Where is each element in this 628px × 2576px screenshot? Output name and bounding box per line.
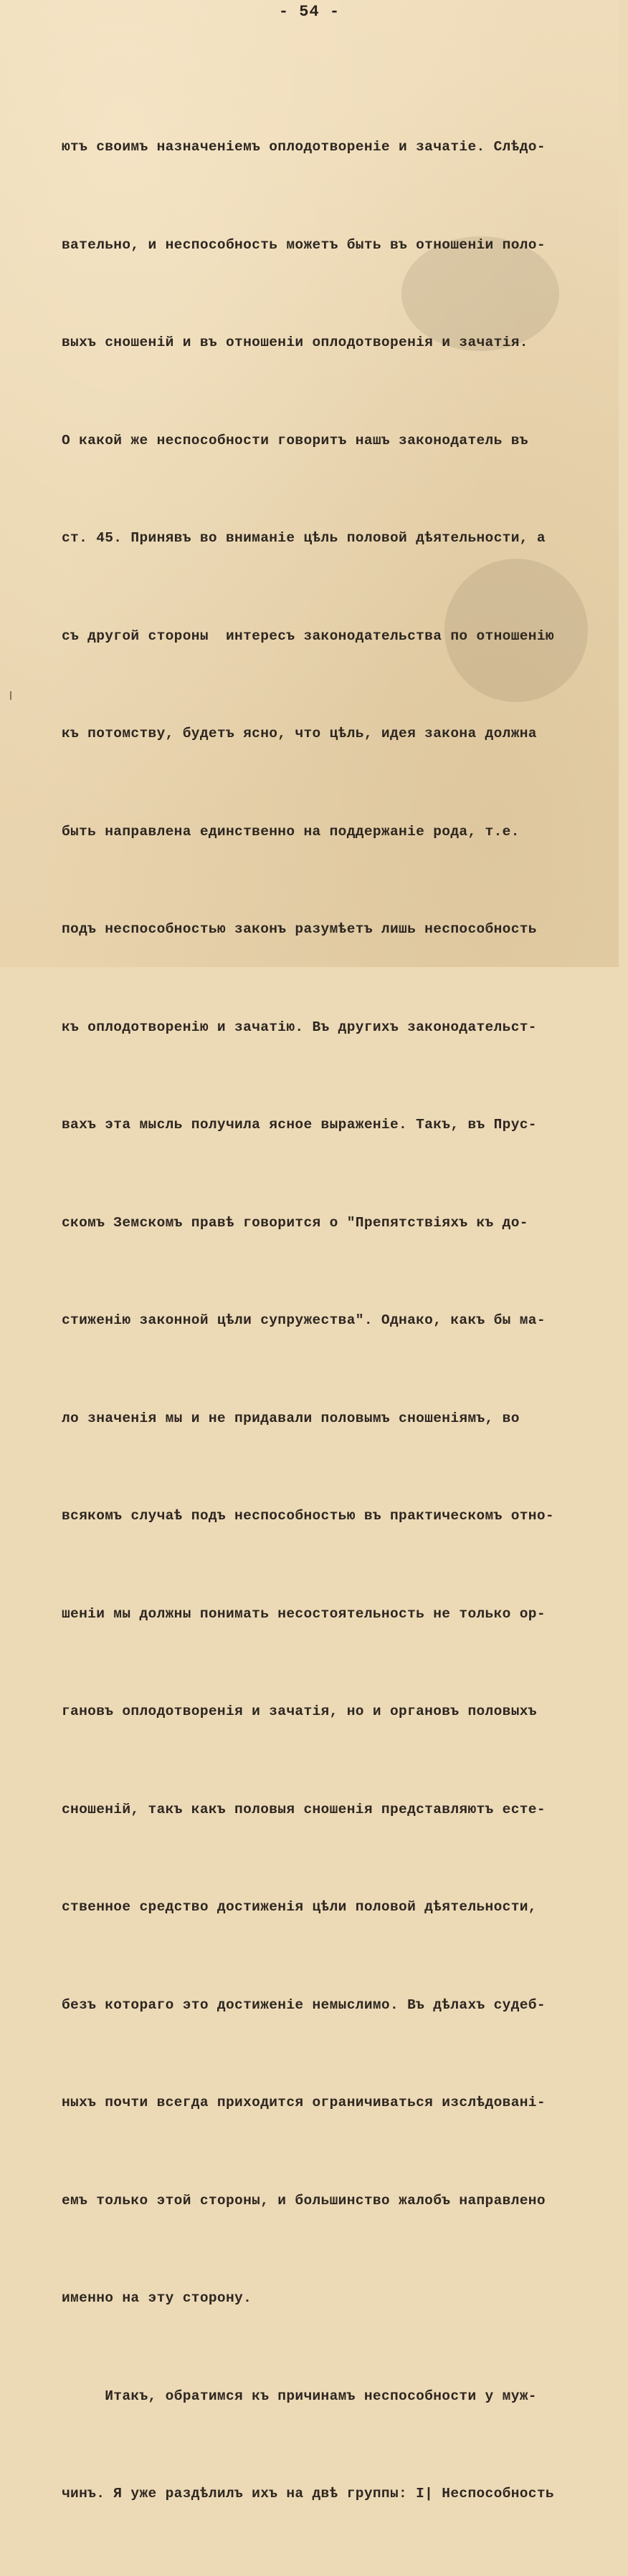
text-line: безъ котораго это достиженіе немыслимо. Въ дѣлахъ судеб- [62,1996,546,2013]
text-line: вательно, и неспособность можетъ быть въ отношеніи поло- [62,236,546,253]
text-line: стиженію законной цѣли супружества". Однако, какъ бы ма- [62,1312,546,1328]
text-line: всякомъ случаѣ подъ неспособностью въ практическомъ отно- [62,1508,554,1524]
text-line: сношеній, такъ какъ половыя сношенія представляютъ есте- [62,1801,546,1817]
paper-stain [444,559,588,702]
body-text [62,66,628,2576]
text-line: ютъ своимъ назначеніемъ оплодотвореніе и зачатіе. Слѣдо- [62,139,546,155]
page-number: - 54 - [278,3,341,21]
text-line: скомъ Земскомъ правѣ говорится о "Препятствіяхъ къ до- [62,1214,528,1231]
text-line: ло значенія мы и не придавали половымъ сношеніямъ, во [62,1410,520,1426]
paper-stain [401,236,559,351]
text-line: быть направлена единственно на поддержаніе рода, т.е. [62,823,520,840]
text-line: шеніи мы должны понимать несостоятельность не только ор- [62,1605,546,1622]
text-line: именно на эту сторону. [62,2290,252,2306]
text-line: ныхъ почти всегда приходится ограничиваться изслѣдовані- [62,2095,546,2110]
text-line: чинъ. Я уже раздѣлилъ ихъ на двѣ группы: I| Неспособность [62,2486,554,2501]
text-line: выхъ сношеній и въ отношеніи оплодотворенія и зачатія. [62,335,528,350]
text-line: ственное средство достиженія цѣли половой дѣятельности, [62,1899,537,1915]
text-line: гановъ оплодотворенія и зачатія, но и органовъ половыхъ [62,1703,537,1719]
text-line: подъ неспособностью законъ разумѣетъ лишь неспособность [62,921,537,937]
text-line: ст. 45. Принявъ во вниманіе цѣль половой дѣятельности, а [62,530,546,546]
text-line: къ оплодотворенію и зачатію. Въ другихъ законодательст- [62,1019,537,1035]
text-line: съ другой стороны интересъ законодательства по отношенію [62,628,554,644]
text-line: Итакъ, обратимся къ причинамъ неспособности у муж- [62,2388,537,2404]
text-line: къ потомству, будетъ ясно, что цѣль, идея закона должна [62,726,537,741]
text-line: емъ только этой стороны, и большинство жалобъ направлено [62,2192,546,2209]
text-line: О какой же неспособности говоритъ нашъ законодатель въ [62,432,528,448]
text-line: вахъ эта мысль получила ясное выраженіе. Такъ, въ Прус- [62,1117,537,1133]
margin-mark [10,691,11,700]
